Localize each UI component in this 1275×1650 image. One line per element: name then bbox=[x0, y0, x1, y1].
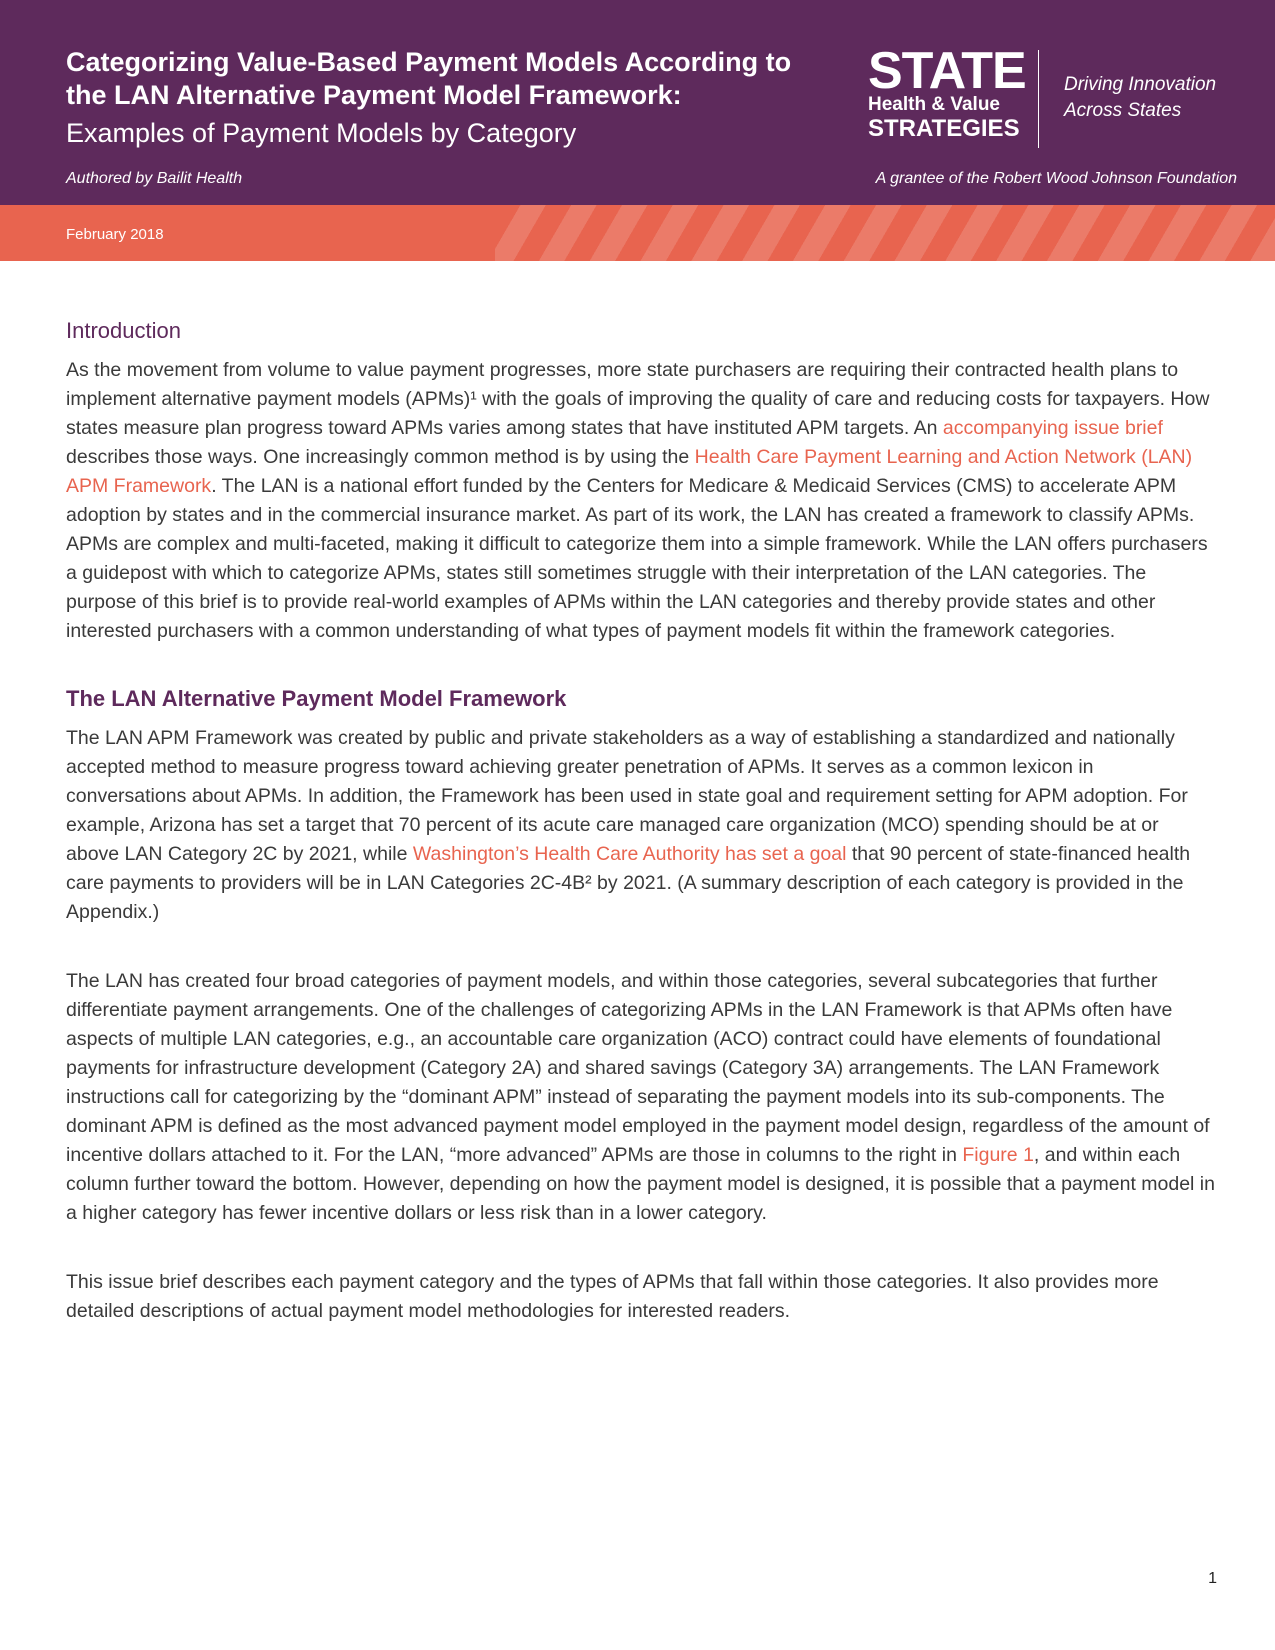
inline-link[interactable]: Figure 1 bbox=[962, 1144, 1034, 1166]
text-run: The LAN APM Framework was created by public and private stakeholders as a way of establishing a standardized and nationally accepted method to measure progress toward achieving greater penetration of APMs. It serves as a common lexicon in conversations about APMs. In addition, the Framework has been used in state goal and requirement setting for APM adoption. For example, Arizona has set a target that 70 percent of its acute care managed care organization (MCO) spending should be at or above LAN Category 2C by 2021, while bbox=[66, 727, 1188, 865]
inline-link[interactable]: Health Care Payment Learning and Action Network (LAN) APM Framework bbox=[66, 446, 1193, 497]
text-run: , and within each column further toward the bottom. However, depending on how the payment model is designed, it is possible that a payment model in a higher category has fewer incentive dollars or less risk than in a lower category. bbox=[66, 1144, 1215, 1224]
body-paragraph bbox=[66, 1268, 1216, 1326]
shvs-logo bbox=[868, 42, 1026, 142]
date-band bbox=[0, 205, 1275, 261]
logo-divider bbox=[1038, 50, 1039, 148]
tagline-line-2: Across States bbox=[1064, 100, 1182, 121]
text-run: . The LAN is a national effort funded by the Centers for Medicare & Medicaid Services (CMS) to accelerate APM adoption by states and in the commercial insurance market. As part of its work, the LAN has created a framework to classify APMs. APMs are complex and multi-faceted, making it difficult to categorize them into a simple framework. While the LAN offers purchasers a guidepost with which to categorize APMs, states still sometimes struggle with their interpretation of the LAN categories. The purpose of this brief is to provide real-world examples of APMs within the LAN categories and thereby provide states and other interested purchasers with a common understanding of what types of payment models fit within the framework categories. bbox=[66, 475, 1208, 642]
body-paragraph bbox=[66, 724, 1216, 927]
page-number: 1 bbox=[1208, 1570, 1217, 1587]
section-heading: The LAN Alternative Payment Model Framework bbox=[66, 686, 567, 711]
logo-line-health-value: Health & Value bbox=[868, 94, 1000, 115]
logo-tagline bbox=[1064, 72, 1216, 124]
body-paragraph bbox=[66, 967, 1216, 1228]
document-body bbox=[66, 318, 1216, 1366]
text-run: describes those ways. One increasingly common method is by using the bbox=[66, 446, 695, 468]
grantee-credit: A grantee of the Robert Wood Johnson Foundation bbox=[875, 170, 1237, 187]
inline-link[interactable]: accompanying issue brief bbox=[942, 417, 1163, 439]
document-header bbox=[0, 0, 1275, 205]
document-subtitle: Examples of Payment Models by Category bbox=[66, 118, 577, 148]
logo-line-strategies: STRATEGIES bbox=[868, 115, 1020, 142]
author-credit: Authored by Bailit Health bbox=[66, 170, 243, 187]
text-run: As the movement from volume to value payment progresses, more state purchasers are requiring their contracted health plans to implement alternative payment models (APMs)¹ with the goals of improving the quality of care and reducing costs for taxpayers. How states measure plan progress toward APMs varies among states that have instituted APM targets. An bbox=[66, 359, 1210, 439]
decorative-stripes bbox=[495, 205, 1275, 261]
document-title: Categorizing Value-Based Payment Models According to the LAN Alternative Payment Model Framework: bbox=[66, 47, 792, 110]
text-run: This issue brief describes each payment category and the types of APMs that fall within those categories. It also provides more detailed descriptions of actual payment model methodologies for interested readers. bbox=[66, 1271, 1159, 1322]
text-run: that 90 percent of state-financed health care payments to providers will be in LAN Categories 2C-4B² by 2021. (A summary description of each category is provided in the Appendix.) bbox=[66, 843, 1191, 923]
tagline-line-1: Driving Innovation bbox=[1064, 74, 1217, 95]
publication-date: February 2018 bbox=[66, 226, 164, 243]
logo-line-state: STATE bbox=[868, 42, 1026, 100]
inline-link[interactable]: Washington’s Health Care Authority has set a goal bbox=[412, 843, 847, 865]
text-run: The LAN has created four broad categories of payment models, and within those categories, several subcategories that further differentiate payment arrangements. One of the challenges of categorizing APMs in the LAN Framework is that APMs often have aspects of multiple LAN categories, e.g., an accountable care organization (ACO) contract could have elements of foundational payments for infrastructure development (Category 2A) and shared savings (Category 3A) arrangements. The LAN Framework instructions call for categorizing by the “dominant APM” instead of separating the payment models into its sub-components. The dominant APM is defined as the most advanced payment model employed in the payment model design, regardless of the amount of incentive dollars attached to it. For the LAN, “more advanced” APMs are those in columns to the right in bbox=[66, 970, 1210, 1166]
section-heading: Introduction bbox=[66, 318, 181, 343]
body-paragraph bbox=[66, 356, 1216, 646]
